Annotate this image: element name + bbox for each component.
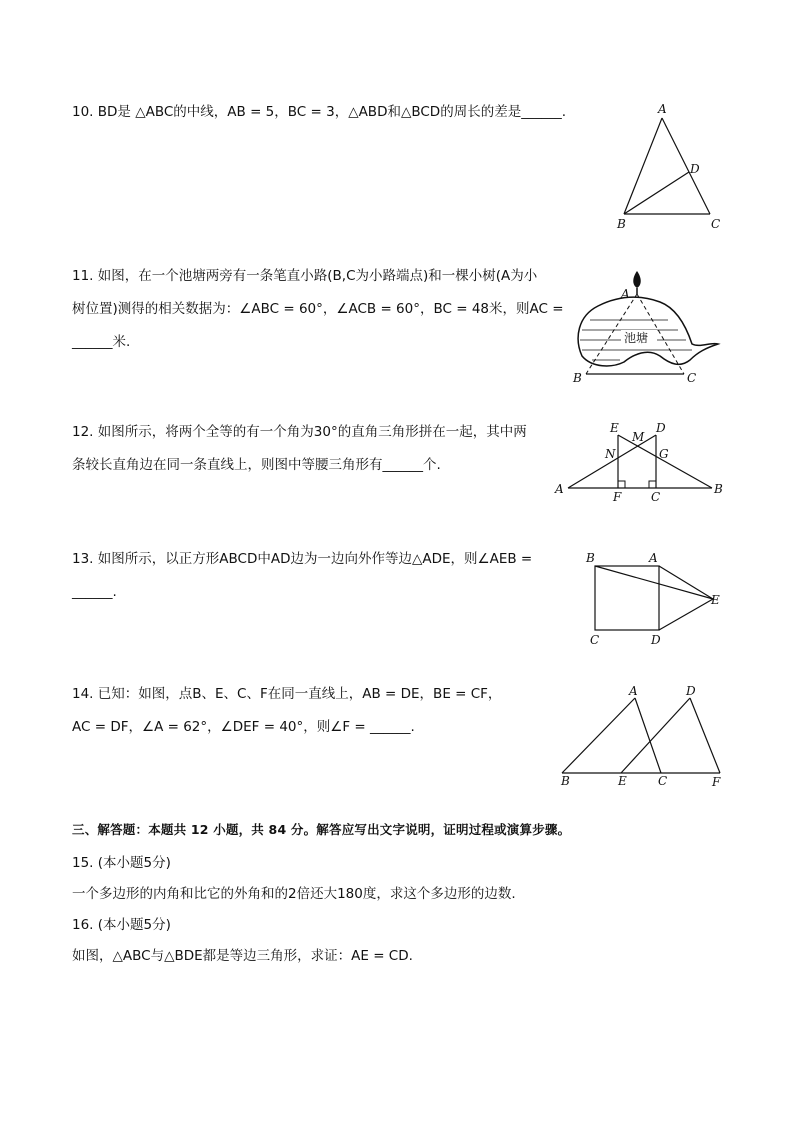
question-16 (72, 910, 413, 972)
section-heading: 三、解答题：本题共 12 小题，共 84 分。解答应写出文字说明，证明过程或演算步骤。 (72, 822, 571, 837)
question-13-figure (580, 548, 730, 657)
q12-label-c: C (651, 490, 661, 504)
question-10 (72, 96, 566, 129)
question-14-line-2: AC = DF，∠A = 62°，∠DEF = 40°，则∠F = ______. (72, 719, 415, 735)
question-16-header: 16. (本小题5分) (72, 917, 171, 933)
q12-label-e: E (610, 421, 619, 435)
q13-label-b: B (586, 551, 595, 565)
q12-label-a: A (555, 482, 564, 496)
question-12-line-1: 12. 如图所示，将两个全等的有一个角为30°的直角三角形拼在一起，其中两 (72, 424, 527, 440)
question-15-body: 一个多边形的内角和比它的外角和的2倍还大180度，求这个多边形的边数. (72, 886, 516, 902)
q13-label-d: D (651, 633, 661, 647)
q12-label-b: B (714, 482, 723, 496)
question-15-header: 15. (本小题5分) (72, 855, 171, 871)
question-15 (72, 848, 516, 910)
question-16-body: 如图，△ABC与△BDE都是等边三角形，求证：AE = CD. (72, 948, 413, 964)
question-11-line-2: 树位置)测得的相关数据为：∠ABC = 60°，∠ACB = 60°，BC = 48米，则AC = (72, 301, 564, 317)
question-12-line-2: 条较长直角边在同一条直线上，则图中等腰三角形有______个. (72, 457, 441, 473)
q14-label-a: A (629, 684, 638, 698)
question-14-line-1: 14. 已知：如图，点B、E、C、F在同一直线上，AB = DE，BE = CF， (72, 686, 502, 702)
question-10-line-1: 10. BD是 △ABC的中线，AB = 5，BC = 3，△ABD和△BCD的周长的差是______. (72, 104, 566, 120)
q12-label-f: F (613, 490, 622, 504)
q13-label-c: C (590, 633, 600, 647)
question-12 (72, 416, 527, 482)
q11-label-b: B (573, 371, 582, 385)
q14-label-f: F (712, 775, 721, 789)
question-13-line-1: 13. 如图所示，以正方形ABCD中AD边为一边向外作等边△ADE，则∠AEB = (72, 551, 533, 567)
question-13-line-2: ______. (72, 584, 117, 600)
question-13 (72, 543, 532, 609)
question-11-figure (568, 268, 728, 392)
q10-label-c: C (711, 217, 721, 231)
q10-label-b: B (617, 217, 626, 231)
q14-label-d: D (686, 684, 696, 698)
q11-label-pond: 池塘 (624, 331, 649, 345)
q14-label-b: B (561, 774, 570, 788)
q11-label-c: C (687, 371, 697, 385)
q14-label-c: C (658, 774, 668, 788)
q12-label-d: D (656, 421, 666, 435)
question-12-figure (550, 418, 730, 512)
question-14-figure (552, 682, 732, 796)
question-11 (72, 260, 564, 359)
q13-label-a: A (649, 551, 658, 565)
q12-label-n: N (605, 447, 616, 461)
q11-label-a: A (621, 287, 630, 301)
question-11-line-3: ______米. (72, 334, 131, 350)
q13-label-e: E (711, 593, 720, 607)
question-11-line-1: 11. 如图，在一个池塘两旁有一条笔直小路(B,C为小路端点)和一棵小树(A为小 (72, 268, 538, 284)
q10-label-a: A (658, 102, 667, 116)
question-10-figure (610, 100, 740, 239)
q10-label-d: D (690, 162, 700, 176)
q14-label-e: E (618, 774, 627, 788)
q12-label-m: M (632, 430, 645, 444)
question-14 (72, 678, 501, 744)
tree-icon (633, 271, 641, 288)
q12-label-g: G (659, 447, 669, 461)
